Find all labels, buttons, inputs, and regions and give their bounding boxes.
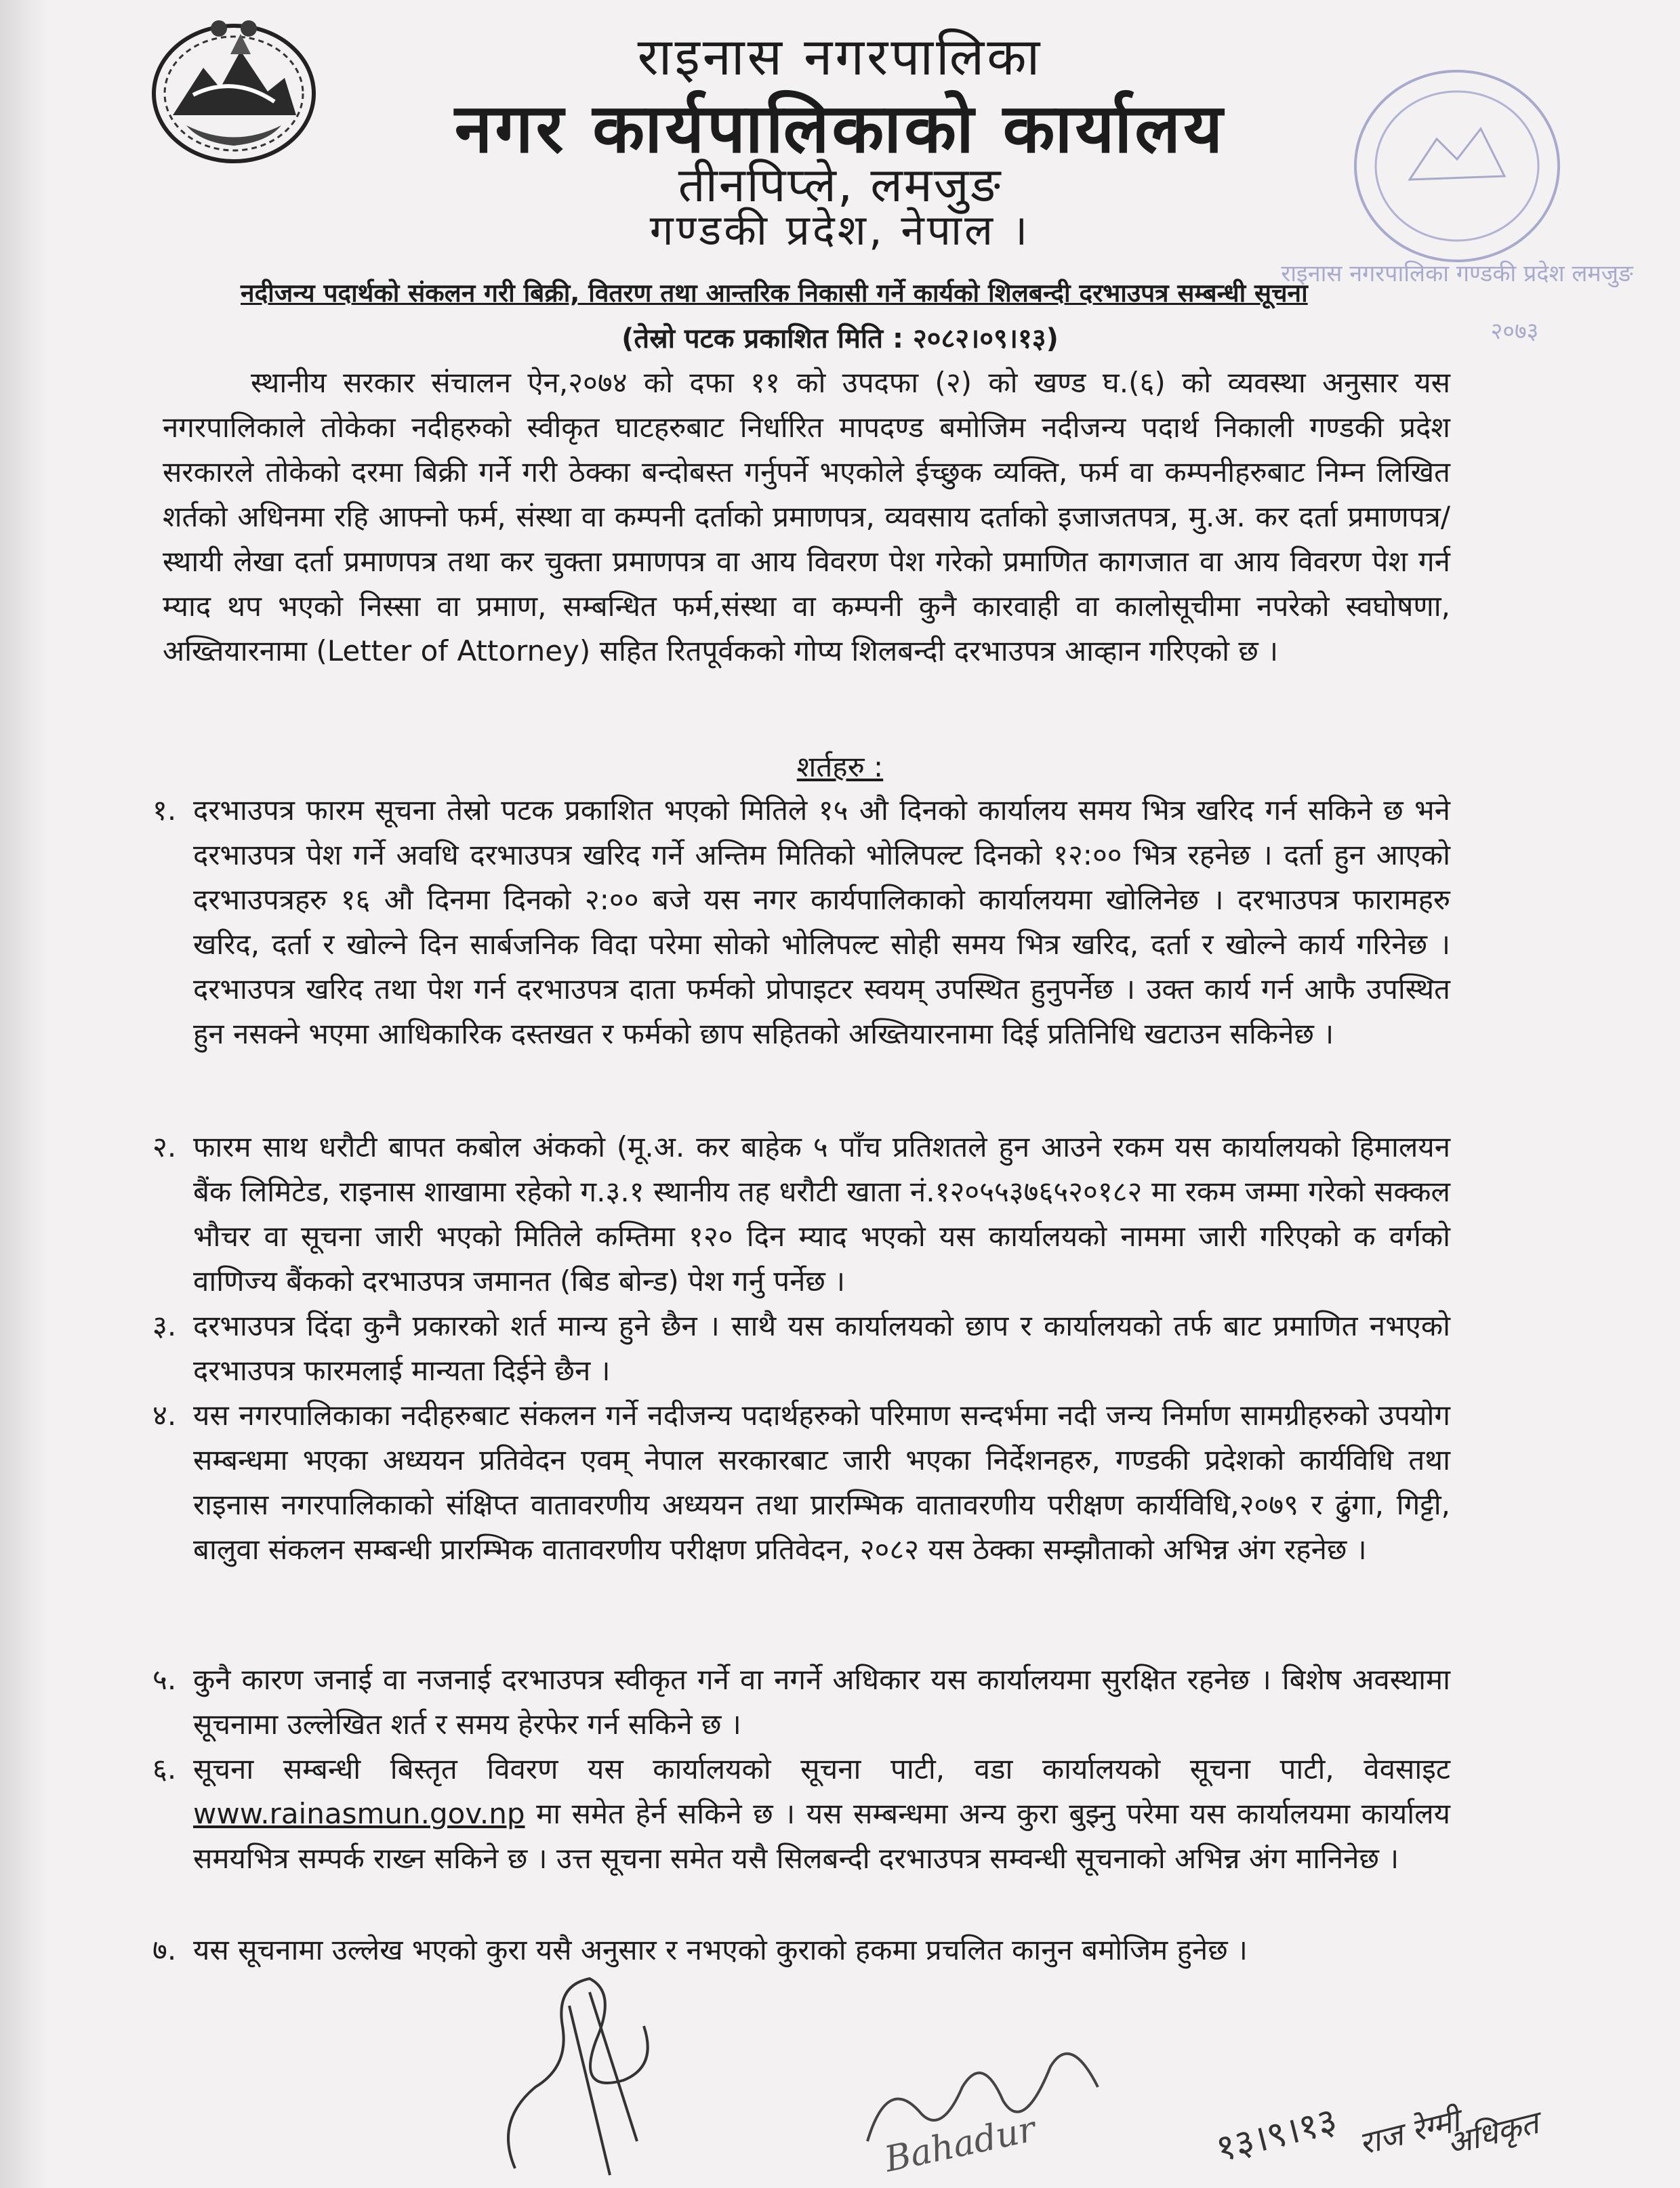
official-stamp xyxy=(1281,64,1633,356)
term-number: ५. xyxy=(152,1663,177,1696)
stamp-text: राइनास नगरपालिका गण्डकी प्रदेश लमजुङ xyxy=(1281,260,1633,287)
term-text: यस सूचनामा उल्लेख भएको कुरा यसै अनुसार र नभएको कुराको हकमा प्रचलित कानुन बमोजिम हुनेछ । xyxy=(193,1933,1248,1966)
term-text-after-link: मा समेत हेर्न सकिने छ । यस सम्बन्धमा अन्य कुरा बुझ्नु परेमा यस कार्यालयमा कार्यालय समयभित्र सम्पर्क राख्न सकिने छ । उत्त सूचना समेत यसै सिलबन्दी दरभाउपत्र सम्वन्धी सूचनाको अभिन्न अंग मानिनेछ । xyxy=(193,1797,1450,1875)
term-text: दरभाउपत्र दिंदा कुनै प्रकारको शर्त मान्य हुने छैन । साथै यस कार्यालयको छाप र कार्यालयको तर्फ बाट प्रमाणित नभएको दरभाउपत्र फारमलाई मान्यता दिईने छैन । xyxy=(193,1309,1450,1387)
term-number: २. xyxy=(152,1130,177,1163)
signatory-name: राज रेग्मी xyxy=(1355,2101,1463,2162)
signature-1 xyxy=(488,1965,678,2182)
signature-date: १३।९।१३ xyxy=(1211,2099,1342,2170)
term-number: ६. xyxy=(152,1752,177,1786)
municipality-name: राइनास नगरपालिका xyxy=(637,26,1043,87)
term-text: यस नगरपालिकाका नदीहरुबाट संकलन गर्ने नदीजन्य पदार्थहरुको परिमाण सन्दर्भमा नदी जन्य निर्माण सामग्रीहरुको उपयोग सम्बन्धमा भएका अध्ययन प्रतिवेदन एवम् नेपाल सरकारबाट जारी भएका निर्देशनहरु, गण्डकी प्रदेशको कार्यविधि तथा राइनास नगरपालिकाको संक्षिप्त वातावरणीय अध्ययन तथा प्रारम्भिक वातावरणीय परीक्षण कार्यविधि,२०७९ र ढुंगा, गिट्टी, बालुवा संकलन सम्बन्धी प्रारम्भिक वातावरणीय परीक्षण प्रतिवेदन, २०८२ यस ठेक्का सम्झौताको अभिन्न अंग रहनेछ । xyxy=(193,1399,1450,1566)
term-number: ४. xyxy=(152,1399,177,1432)
signature-2 xyxy=(847,2006,1132,2188)
signature-block-3 xyxy=(1206,2053,1559,2188)
term-number: ३. xyxy=(152,1309,177,1342)
term-text-before-link: सूचना सम्बन्धी बिस्तृत विवरण यस कार्यालयको सूचना पाटी, वडा कार्यालयको सूचना पाटी, वेवसाइट xyxy=(193,1752,1450,1786)
signature-2-text: Bahadur xyxy=(881,2109,1040,2181)
terms-heading: शर्तहरु : xyxy=(796,750,884,783)
term-text: फारम साथ धरौटी बापत कबोल अंकको (मू.अ. कर बाहेक ५ पाँच प्रतिशतले हुन आउने रकम यस कार्यालयको हिमालयन बैंक लिमिटेड, राइनास शाखामा रहेको ग.३.१ स्थानीय तह धरौटी खाता नं.१२०५५३७६५२०१८२ मा रकम जम्मा गरेको सक्कल भौचर वा सूचना जारी भएको मितिले कम्तिमा १२० दिन म्याद भएको यस कार्यालयको नाममा जारी गरिएको क वर्गको वाणिज्य बैंकको दरभाउपत्र जमानत (बिड बोन्ड) पेश गर्नु पर्नेछ । xyxy=(193,1130,1450,1298)
stamp-year: २०७३ xyxy=(1490,318,1539,345)
publication-date: (तेस्रो पटक प्रकाशित मिति : २०८२।०९।१३) xyxy=(621,323,1059,354)
office-location: तीनपिप्ले, लमजुङ xyxy=(678,157,1002,213)
website-link[interactable]: www.rainasmun.gov.np xyxy=(193,1797,525,1830)
province-country: गण्डकी प्रदेश, नेपाल । xyxy=(649,205,1031,255)
term-text: कुनै कारण जनाई वा नजनाई दरभाउपत्र स्वीकृत गर्ने वा नगर्ने अधिकार यस कार्यालयमा सुरक्षित रहनेछ । बिशेष अवस्थामा सूचनामा उल्लेखित शर्त र समय हेरफेर गर्न सकिने छ । xyxy=(193,1663,1450,1741)
term-text xyxy=(193,1747,1450,1881)
term-number: ७. xyxy=(152,1933,177,1966)
office-name: नगर कार्यपालिकाको कार्यालय xyxy=(454,89,1226,168)
signatory-title: अधिकृत xyxy=(1443,2104,1542,2162)
term-number: १. xyxy=(152,793,177,827)
notice-subject: नदीजन्य पदार्थको संकलन गरी बिक्री, वितरण तथा आन्तरिक निकासी गर्ने कार्यको शिलबन्दी दरभाउपत्र सम्बन्धी सूचना xyxy=(241,278,1308,308)
stamp-seal-icon xyxy=(1281,64,1633,356)
intro-paragraph: स्थानीय सरकार संचालन ऐन,२०७४ को दफा ११ को उपदफा (२) को खण्ड घ.(६) को व्यवस्था अनुसार यस नगरपालिकाले तोकेका नदीहरुको स्वीकृत घाटहरुबाट निर्धारित मापदण्ड बमोजिम नदीजन्य पदार्थ निकाली गण्डकी प्रदेश सरकारले तोकेको दरमा बिक्री गर्ने गरी ठेक्का बन्दोबस्त गर्नुपर्ने भएकोले ईच्छुक व्यक्ति, फर्म वा कम्पनीहरुबाट निम्न लिखित शर्तको अधिनमा रहि आफ्नो फर्म, संस्था वा कम्पनी दर्ताको प्रमाणपत्र, व्यवसाय दर्ताको इजाजतपत्र, मु.अ. कर दर्ता प्रमाणपत्र/स्थायी लेखा दर्ता प्रमाणपत्र तथा कर चुक्ता प्रमाणपत्र वा आय विवरण पेश गरेको प्रमाणित कागजात वा आय विवरण पेश गर्न म्याद थप भएको निस्सा वा प्रमाण, सम्बन्धित फर्म,संस्था वा कम्पनी कुनै कारवाही वा कालोसूचीमा नपरेको स्वघोषणा, अख्तियारनामा (Letter of Attorney) सहित रितपूर्वकको गोप्य शिलबन्दी दरभाउपत्र आव्हान गरिएको छ । xyxy=(163,366,1450,667)
term-text: दरभाउपत्र फारम सूचना तेस्रो पटक प्रकाशित भएको मितिले १५ औ दिनको कार्यालय समय भित्र खरिद गर्न सकिने छ भने दरभाउपत्र पेश गर्ने अवधि दरभाउपत्र खरिद गर्ने अन्तिम मितिको भोलिपल्ट दिनको १२:०० भित्र रहनेछ । दर्ता हुन आएको दरभाउपत्रहरु १६ औ दिनमा दिनको २:०० बजे यस नगर कार्यपालिकाको कार्यालयमा खोलिनेछ । दरभाउपत्र फारामहरु खरिद, दर्ता र खोल्ने दिन सार्बजनिक विदा परेमा सोको भोलिपल्ट सोही समय भित्र खरिद, दर्ता र खोल्ने कार्य गरिनेछ । दरभाउपत्र खरिद तथा पेश गर्न दरभाउपत्र दाता फर्मको प्रोपाइटर स्वयम् उपस्थित हुनुपर्नेछ । उक्त कार्य गर्न आफै उपस्थित हुन नसक्ने भएमा आधिकारिक दस्तखत र फर्मको छाप सहितको अख्तियारनामा दिई प्रतिनिधि खटाउन सकिनेछ । xyxy=(193,793,1450,1050)
